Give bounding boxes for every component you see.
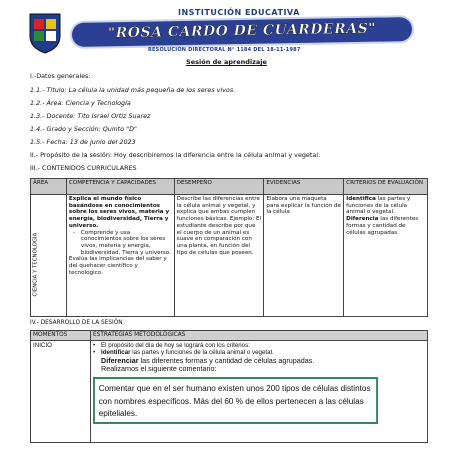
criteria-keyword: Diferenciar	[101, 355, 139, 365]
header-competencia: COMPETENCIA Y CAPACIDADES	[66, 179, 174, 195]
resolution-text: RESOLUCIÓN DIRECTORAL N° 1184 DEL 18-11-1987	[148, 47, 301, 53]
comment-intro: Realizamos el siguiente comentario:	[101, 364, 217, 374]
curricular-table	[30, 178, 428, 317]
area-label: CIENCIA Y TECNOLOGÍA	[32, 232, 39, 296]
development-heading: IV.- DESARROLLO DE LA SESIÓN	[30, 320, 123, 326]
school-name-banner	[72, 17, 412, 47]
competencia-text: Explica el mundo físico basándose en conocimientos sobre los seres vivos, materia y energía, biodiversidad, Tierra y universo.	[68, 196, 170, 229]
criterio-2	[346, 216, 425, 236]
header-desempeno: DESEMPEÑO	[174, 179, 264, 195]
header-estrategias: ESTRATEGIAS METODOLÓGICAS	[91, 331, 428, 341]
criterio-1-text: las partes y funciones de la célula animal o vegetal.	[346, 196, 411, 216]
school-name: "ROSA CARDO DE CUARDERAS"	[107, 20, 377, 42]
criterio-2-text: las diferentes formas y cantidad de células agrupadas.	[346, 216, 419, 236]
development-row	[31, 340, 428, 442]
criteria-list	[93, 342, 425, 357]
competencia-cell	[66, 195, 174, 317]
general-title: 1.1.- Titulo: La célula la unidad más pequeña de los seres vivos.	[30, 86, 236, 94]
criterio-1	[346, 196, 425, 216]
curricular-row	[31, 195, 428, 317]
moment-cell: INICIO	[31, 340, 91, 442]
desempeno-cell: Describe las diferencias entre la célula animal y vegetal, y explica que ambas cumplen funciones básicas. Ejemplo: El estudiante describe por qué el cuerpo de un animal es suave en comparación con una planta, en función del tipo de células que poseen.	[174, 195, 264, 317]
development-table	[30, 330, 428, 443]
general-grade: 1.4.- Grado y Sección: Quinto "D"	[30, 125, 137, 133]
criterios-cell	[344, 195, 428, 317]
institution-title: INSTITUCIÓN EDUCATIVA	[178, 8, 300, 17]
capacidad-item-2: Evalúa las implicancias del saber y del quehacer científico y tecnológico.	[68, 256, 167, 276]
development-header-row	[31, 331, 428, 341]
curricular-header-row	[31, 179, 428, 195]
criteria-text: las partes y funciones de la célula animal o vegetal.	[130, 349, 274, 357]
curricular-heading: III.- CONTENIDOS CURRICULARES	[30, 164, 137, 172]
area-cell	[31, 195, 67, 317]
criteria-item	[93, 349, 425, 356]
comment-box: Comentar que en el ser humano existen unos 200 tipos de células distintos con nombres específicos. Más del 60 % de ellos pertenecen a las células epiteliales.	[93, 377, 378, 424]
general-data-heading: I.-Datos generales:	[30, 72, 91, 80]
document-header	[28, 6, 428, 64]
header-evidencias: EVIDENCIAS	[264, 179, 344, 195]
strategies-cell	[91, 340, 428, 442]
general-teacher: 1.3.- Docente: Tito Israel Ortiz Suarez	[30, 112, 151, 120]
school-crest-logo	[28, 10, 62, 54]
purpose-text: II.- Propósito de la sesión: Hoy describiremos la diferencia entre la célula animal y vegetal.	[30, 151, 321, 159]
evidencia-cell: Elabora una maqueta para explicar la función de la célula	[264, 195, 344, 317]
criteria-text: las diferentes formas y cantidad de células agrupadas.	[138, 355, 315, 365]
header-momentos: MOMENTOS	[31, 331, 91, 341]
header-criterios: CRITERIOS DE EVALUACIÓN	[344, 179, 428, 195]
capacidades-list	[69, 230, 172, 257]
criteria-keyword: Identificar	[101, 349, 131, 357]
criterio-2-keyword: Diferencia	[346, 216, 379, 223]
general-date: 1.5.- Fecha: 13 de junio del 2023	[30, 138, 136, 146]
capacidad-item: - Comprende y usa conocimientos sobre los seres vivos, materia y energía, biodiversidad, Tierra y universo.	[81, 230, 172, 257]
criterio-1-keyword: Identifica	[346, 196, 376, 202]
criteria-item: • El propósito del día de hoy se logrará con los criterios:	[93, 342, 425, 349]
header-area: ÁREA	[31, 179, 67, 195]
general-area: 1.2.- Área: Ciencia y Tecnología	[30, 99, 131, 107]
session-title: Sesión de aprendizaje	[186, 58, 267, 66]
